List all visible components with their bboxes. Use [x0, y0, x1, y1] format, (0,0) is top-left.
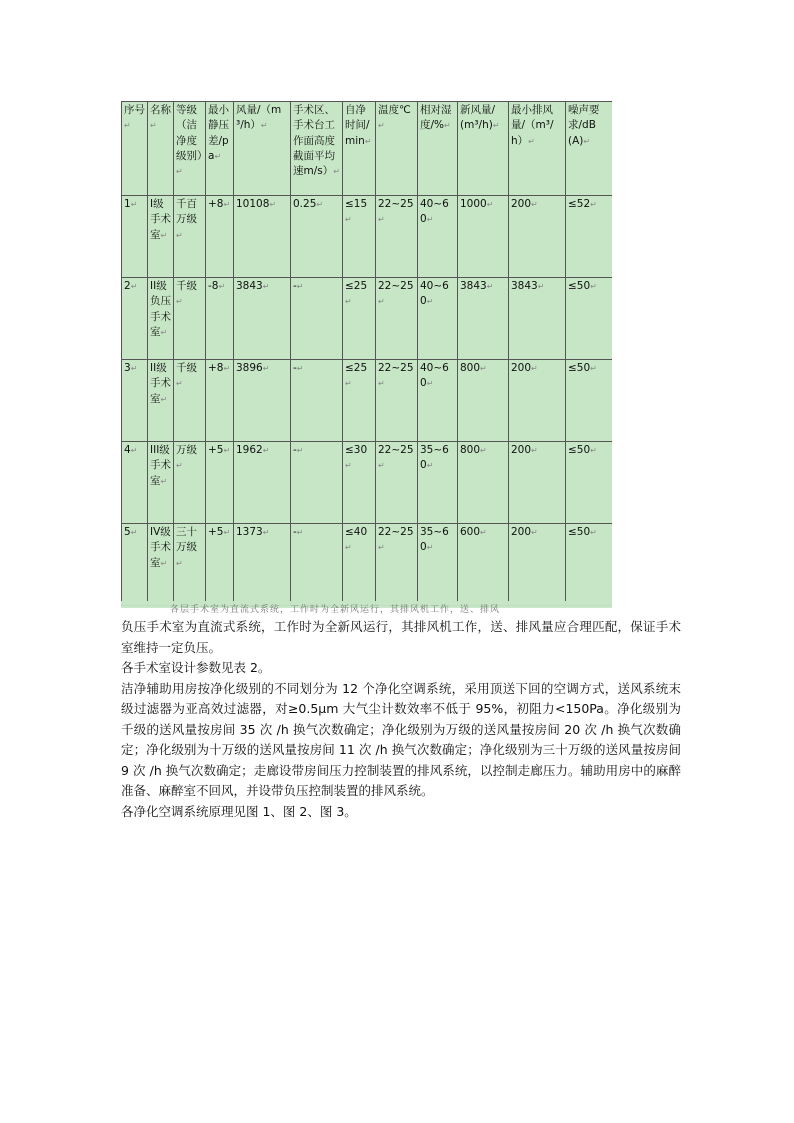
paragraph-mark: ↵	[130, 446, 138, 455]
table-cell	[174, 524, 206, 606]
paragraph-mark: ↵	[124, 121, 131, 131]
overlapped-text: 各层手术室为直流式系统，工作时为全新风运行，其排风机工作，送、排风	[170, 605, 501, 615]
table-header-cell	[509, 102, 566, 196]
paragraph-mark: ↵	[262, 528, 270, 537]
table-cell	[174, 360, 206, 442]
table-cell	[206, 442, 234, 524]
cell-value: 22~25	[378, 198, 414, 210]
table-header-cell	[343, 102, 376, 196]
table-cell	[458, 196, 509, 278]
cell-value: 3	[124, 362, 131, 374]
cell-value: 600	[460, 526, 481, 538]
cell-value: 22~25	[378, 280, 414, 292]
cell-value: I级手术室	[150, 198, 171, 241]
cell-value: 1373	[236, 526, 263, 538]
table-cell	[291, 360, 343, 442]
paragraph-mark: ↵	[537, 282, 545, 291]
paragraph-mark: ↵	[160, 394, 168, 404]
table-cell	[458, 442, 509, 524]
paragraph-mark: ↵	[345, 297, 352, 307]
cell-value: 3843	[511, 280, 538, 292]
table-cell	[418, 524, 458, 606]
paragraph-table-ref: 各手术室设计参数见表 2。	[121, 660, 271, 675]
cell-value: 40~60	[420, 198, 449, 226]
table-cell	[376, 278, 418, 360]
table-row	[122, 524, 613, 606]
cell-value: 800	[460, 444, 481, 456]
table-cell	[234, 524, 291, 606]
cell-value: ≤50	[568, 526, 591, 538]
paragraph-figure-ref: 各净化空调系统原理见图 1、图 2、图 3。	[121, 803, 357, 819]
table-cell	[376, 360, 418, 442]
cell-value: 千级	[176, 362, 197, 374]
paragraph-mark: ↵	[528, 136, 535, 146]
cell-value: 0.25	[293, 198, 317, 210]
table-cell	[418, 442, 458, 524]
cell-value: 三十万级	[176, 526, 197, 554]
paragraph-mark: ↵	[296, 446, 304, 455]
paragraph-mark: ↵	[345, 379, 352, 389]
cell-value: ≤50	[568, 362, 591, 374]
cell-value: IV级手术室	[150, 526, 171, 569]
table-cell	[566, 442, 613, 524]
cell-value: -	[293, 526, 297, 538]
paragraph-mark: ↵	[480, 364, 487, 373]
table-cell	[174, 196, 206, 278]
cell-value: +5	[208, 444, 224, 456]
header-label: 温度℃	[378, 104, 411, 116]
table-cell	[206, 524, 234, 606]
cell-value: +8	[208, 198, 224, 210]
cell-value: 3843	[236, 280, 263, 292]
paragraph-mark: ↵	[378, 297, 385, 307]
cell-value: 200	[511, 362, 532, 374]
table-cell	[234, 360, 291, 442]
paragraph-mark: ↵	[345, 461, 352, 471]
cell-value: +8	[208, 362, 224, 374]
cell-value: 2	[124, 280, 131, 292]
header-label: 风量/（m³/h）	[236, 104, 282, 132]
table-cell	[376, 442, 418, 524]
paragraph-mark: ↵	[160, 476, 168, 486]
table-cell	[206, 278, 234, 360]
paragraph-mark: ↵	[590, 364, 597, 373]
paragraph-mark: ↵	[333, 167, 340, 177]
table-cell	[122, 524, 148, 606]
cell-value: II级负压手术室	[150, 280, 171, 338]
paragraph-mark: ↵	[378, 379, 385, 389]
cell-value: 4	[124, 444, 131, 456]
table-cell	[291, 278, 343, 360]
cell-value: 22~25	[378, 526, 414, 538]
table-cell	[122, 278, 148, 360]
table-cell	[376, 196, 418, 278]
paragraph-mark: ↵	[590, 528, 597, 537]
header-label: 最小排风量/（m³/h）	[511, 104, 554, 147]
cell-value: -	[293, 444, 297, 456]
paragraph-mark: ↵	[214, 151, 222, 161]
header-label: 等级（洁净度级别）	[176, 104, 208, 162]
cell-value: ≤40	[345, 526, 368, 538]
paragraph-mark: ↵	[176, 297, 183, 307]
paragraph-mark: ↵	[130, 528, 138, 537]
table-cell	[343, 278, 376, 360]
paragraph-mark: ↵	[531, 364, 538, 373]
table-header-cell	[376, 102, 418, 196]
table-header-row	[122, 102, 613, 196]
paragraph-mark: ↵	[590, 200, 597, 209]
paragraph-mark: ↵	[590, 282, 597, 291]
paragraph-mark: ↵	[531, 528, 538, 537]
table-cell	[291, 524, 343, 606]
cell-value: 3843	[460, 280, 487, 292]
cell-value: III级手术室	[150, 444, 171, 487]
paragraph-mark: ↵	[130, 282, 138, 291]
cell-value: 200	[511, 198, 532, 210]
paragraph-mark: ↵	[262, 446, 270, 455]
paragraph-mark: ↵	[176, 558, 183, 568]
table-cell	[418, 360, 458, 442]
header-label: 最小静压差/pa	[208, 104, 229, 162]
cell-value: -	[293, 280, 297, 292]
table-cell	[509, 196, 566, 278]
table-cell	[148, 360, 174, 442]
cell-value: 5	[124, 526, 131, 538]
table-cell	[566, 524, 613, 606]
design-parameters-table	[121, 101, 612, 606]
paragraph-mark: ↵	[296, 364, 304, 373]
table-header-cell	[122, 102, 148, 196]
paragraph-mark: ↵	[223, 200, 231, 209]
cell-value: 3896	[236, 362, 263, 374]
header-label: 相对湿度/%	[420, 104, 452, 132]
table-cell	[122, 360, 148, 442]
table-cell	[376, 524, 418, 606]
paragraph-mark: ↵	[160, 230, 168, 240]
cell-value: 千级	[176, 280, 197, 292]
paragraph-mark: ↵	[223, 528, 231, 537]
cell-value: 1	[124, 198, 131, 210]
cell-value: -8	[208, 280, 219, 292]
header-label: 序号	[124, 104, 145, 116]
table-header-cell	[148, 102, 174, 196]
paragraph-mark: ↵	[130, 364, 138, 373]
cell-value: II级手术室	[150, 362, 171, 405]
table-cell	[343, 196, 376, 278]
paragraph-mark: ↵	[486, 200, 494, 209]
cell-value: 千百万级	[176, 198, 197, 226]
paragraph-mark: ↵	[345, 215, 352, 225]
cell-value: 22~25	[378, 444, 414, 456]
cell-value: ≤15	[345, 198, 368, 210]
paragraph-mark: ↵	[223, 364, 231, 373]
paragraph-mark: ↵	[223, 446, 231, 455]
paragraph-mark: ↵	[590, 446, 597, 455]
table-header-cell	[206, 102, 234, 196]
paragraph-mark: ↵	[176, 167, 183, 177]
cell-value: 22~25	[378, 362, 414, 374]
table-header-cell	[566, 102, 613, 196]
paragraph-mark: ↵	[378, 461, 385, 471]
paragraph-mark: ↵	[296, 282, 304, 291]
table-cell	[566, 360, 613, 442]
paragraph-mark: ↵	[426, 297, 434, 307]
paragraph-mark: ↵	[296, 528, 304, 537]
table-cell	[458, 278, 509, 360]
table-cell	[122, 196, 148, 278]
table-row	[122, 196, 613, 278]
table-header-cell	[234, 102, 291, 196]
cell-value: 40~60	[420, 280, 449, 308]
paragraph-mark: ↵	[130, 200, 138, 209]
cell-value: 35~60	[420, 444, 449, 472]
paragraph-mark: ↵	[150, 121, 157, 131]
table-body	[122, 196, 613, 606]
cell-value: ≤50	[568, 444, 591, 456]
paragraph-mark: ↵	[486, 282, 494, 291]
table-cell	[509, 360, 566, 442]
cell-value: ≤25	[345, 362, 368, 374]
table-cell	[122, 442, 148, 524]
paragraph-mark: ↵	[176, 379, 183, 389]
table-cell	[234, 442, 291, 524]
cell-value: 200	[511, 444, 532, 456]
table-header-cell	[174, 102, 206, 196]
table-cell	[174, 278, 206, 360]
table-cell	[509, 442, 566, 524]
cell-value: 1962	[236, 444, 263, 456]
paragraph-auxiliary-rooms: 洁净辅助用房按净化级别的不同划分为 12 个净化空调系统，采用顶送下回的空调方式，送风系统末级过滤器为亚高效过滤器，对≥0.5μm 大气尘计数效率不低于 95%，初阻力<150Pa。净化级别为千级的送风量按房间 35 次 /h 换气次数确定；净化级别为万级的送风量按房间 20 次 /h 换气次数确定；净化级别为十万级的送风量按房间 11 次 /h 换气次数确定；净化级别为三十万级的送风量按房间 9 次 /h 换气次数确定；走廊设带房间压力控制装置的排风系统，以控制走廊压力。辅助用房中的麻醉准备、麻醉室不回风，并设带负压控制装置的排风系统。	[121, 680, 681, 798]
cell-value: 1000	[460, 198, 487, 210]
table-header-cell	[291, 102, 343, 196]
table-row	[122, 360, 613, 442]
paragraph-mark: ↵	[531, 446, 538, 455]
table-cell	[458, 360, 509, 442]
paragraph-mark: ↵	[364, 136, 372, 146]
cell-value: 35~60	[420, 526, 449, 554]
paragraph-mark: ↵	[378, 215, 385, 225]
cell-value: ≤30	[345, 444, 368, 456]
paragraph-mark: ↵	[480, 446, 487, 455]
paragraph-mark: ↵	[316, 200, 324, 209]
paragraph-mark: ↵	[260, 121, 268, 131]
paragraph-mark: ↵	[269, 200, 277, 209]
cell-value: -	[293, 362, 297, 374]
table-cell	[343, 524, 376, 606]
paragraph-mark: ↵	[160, 327, 168, 337]
paragraph-mark: ↵	[583, 136, 591, 146]
paragraph-mark: ↵	[262, 282, 270, 291]
table-cell	[343, 360, 376, 442]
paragraph-mark: ↵	[378, 543, 385, 553]
paragraph-mark: ↵	[176, 230, 183, 240]
table-cell	[418, 278, 458, 360]
cell-value: ≤52	[568, 198, 591, 210]
table-cell	[291, 442, 343, 524]
cell-value: 10108	[236, 198, 270, 210]
table-cell	[206, 360, 234, 442]
table-cell	[234, 278, 291, 360]
cell-value: ≤50	[568, 280, 591, 292]
design-parameters-table-container	[121, 101, 612, 607]
table-cell	[174, 442, 206, 524]
paragraph-mark: ↵	[378, 121, 385, 131]
table-cell	[148, 278, 174, 360]
paragraph-mark: ↵	[444, 121, 451, 131]
table-header-cell	[418, 102, 458, 196]
paragraph-mark: ↵	[160, 558, 168, 568]
header-label: 新风量/(m³/h)	[460, 104, 496, 132]
table-cell	[291, 196, 343, 278]
paragraph-negative-pressure: 负压手术室为直流式系统，工作时为全新风运行，其排风机工作，送、排风量应合理匹配，保证手术室维持一定负压。	[121, 619, 681, 655]
header-label: 自净时间/min	[345, 104, 370, 147]
paragraph-mark: ↵	[426, 215, 434, 225]
paragraph-mark: ↵	[492, 121, 500, 131]
cell-value: ≤25	[345, 280, 368, 292]
header-label: 噪声要求/dB(A)	[568, 104, 600, 147]
table-cell	[148, 524, 174, 606]
cell-value: 万级	[176, 444, 197, 456]
paragraph-mark: ↵	[426, 543, 434, 553]
body-text	[121, 617, 681, 822]
paragraph-mark: ↵	[345, 543, 352, 553]
paragraph-mark: ↵	[426, 461, 434, 471]
table-cell	[509, 524, 566, 606]
table-cell	[458, 524, 509, 606]
cell-value: 200	[511, 526, 532, 538]
table-cell	[566, 196, 613, 278]
cell-value: 800	[460, 362, 481, 374]
table-header-cell	[458, 102, 509, 196]
paragraph-mark: ↵	[262, 364, 270, 373]
table-cell	[343, 442, 376, 524]
cell-value: +5	[208, 526, 224, 538]
table-cell	[509, 278, 566, 360]
paragraph-mark: ↵	[218, 282, 226, 291]
table-cell	[234, 196, 291, 278]
table-cell	[206, 196, 234, 278]
table-row	[122, 278, 613, 360]
table-cell	[566, 278, 613, 360]
paragraph-mark: ↵	[176, 461, 183, 471]
header-label: 名称	[150, 104, 171, 116]
cell-value: 40~60	[420, 362, 449, 390]
table-cell	[148, 196, 174, 278]
paragraph-mark: ↵	[480, 528, 487, 537]
table-cell	[148, 442, 174, 524]
paragraph-mark: ↵	[426, 379, 434, 389]
paragraph-mark: ↵	[531, 200, 538, 209]
header-label: 手术区、手术台工作面高度截面平均速m/s）	[293, 104, 335, 178]
table-row	[122, 442, 613, 524]
table-cell	[418, 196, 458, 278]
